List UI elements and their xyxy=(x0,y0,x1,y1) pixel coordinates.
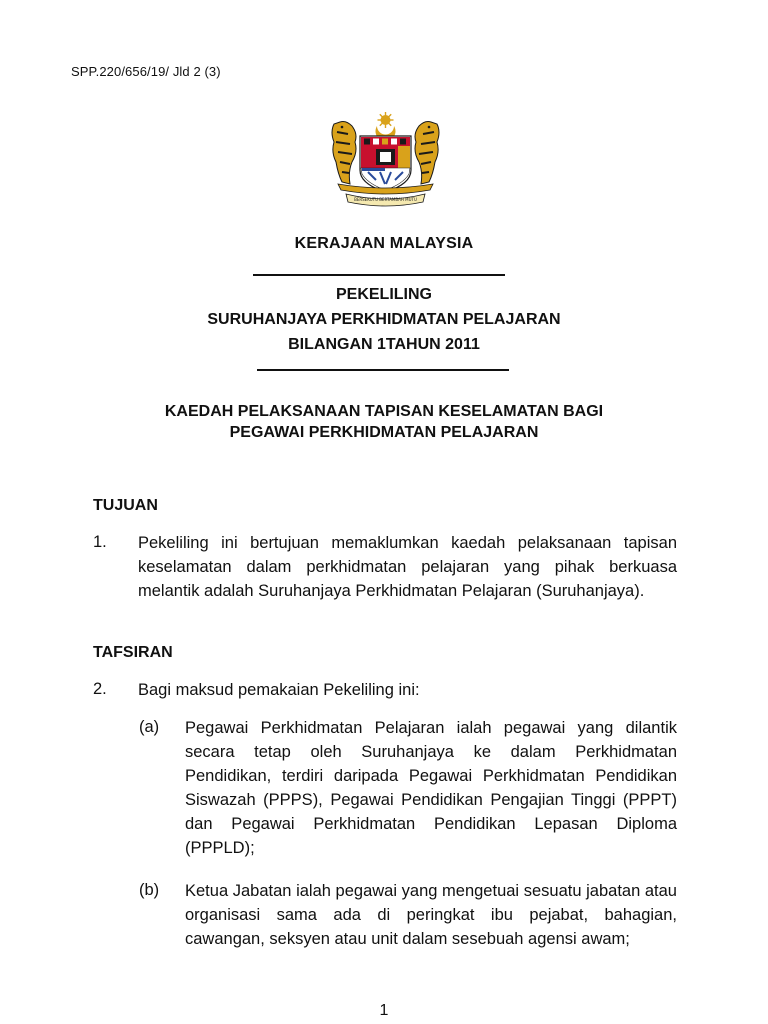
paragraph-number-1: 1. xyxy=(93,533,107,551)
item-text-b: Ketua Jabatan ialah pegawai yang mengetuai sesuatu jabatan atau organisasi sama ada di peringkat ibu pejabat, bahagian, cawangan, seksyen atau unit dalam sesebuah agensi awam; xyxy=(185,882,677,948)
paragraph-2-text: Bagi maksud pemakaian Pekeliling ini: xyxy=(138,681,420,699)
circular-line-2: SURUHANJAYA PERKHIDMATAN PELAJARAN xyxy=(207,311,561,328)
motto-text: BERSEKUTU BERTAMBAH MUTU xyxy=(354,197,417,202)
reference-number: SPP.220/656/19/ Jld 2 (3) xyxy=(71,64,221,79)
section-heading-tafsiran: TAFSIRAN xyxy=(93,644,173,661)
item-label-b: (b) xyxy=(139,881,160,899)
coat-of-arms-emblem xyxy=(328,112,443,207)
paragraph-1-text: Pekeliling ini bertujuan memaklumkan kaedah pelaksanaan tapisan keselamatan dalam perkhidmatan pelajaran yang pihak berkuasa melantik adalah Suruhanjaya Perkhidmatan Pelajaran (Suruhanjaya). xyxy=(138,534,677,600)
star-icon xyxy=(378,112,394,128)
page-number: 1 xyxy=(379,1002,389,1019)
section-heading-tujuan: TUJUAN xyxy=(93,497,158,514)
subject-line-1: KAEDAH PELAKSANAAN TAPISAN KESELAMATAN BAGI xyxy=(164,403,604,420)
circular-line-3: BILANGAN 1TAHUN 2011 xyxy=(288,336,480,353)
rule-top xyxy=(253,274,505,276)
paragraph-number-2: 2. xyxy=(93,680,107,698)
rule-bottom xyxy=(257,369,509,371)
right-tiger-icon xyxy=(415,122,439,185)
left-tiger-icon xyxy=(332,122,356,185)
circular-title xyxy=(0,284,768,355)
government-title: KERAJAAN MALAYSIA xyxy=(294,235,474,252)
subject-title xyxy=(0,401,768,443)
item-text-a: Pegawai Perkhidmatan Pelajaran ialah pegawai yang dilantik secara tetap oleh Suruhanjaya ke dalam Perkhidmatan Pendidikan, terdiri daripada Pegawai Perkhidmatan Pendidikan Siswazah (PPPS), Pegawai Pendidikan Pengajian Tinggi (PPPT) dan Pegawai Perkhidmatan Pendidikan Lepasan Diploma (PPPLD); xyxy=(185,719,677,857)
subject-line-2: PEGAWAI PERKHIDMATAN PELAJARAN xyxy=(229,424,539,441)
shield-icon xyxy=(360,136,411,192)
item-label-a: (a) xyxy=(139,718,160,736)
circular-line-1: PEKELILING xyxy=(335,286,432,303)
